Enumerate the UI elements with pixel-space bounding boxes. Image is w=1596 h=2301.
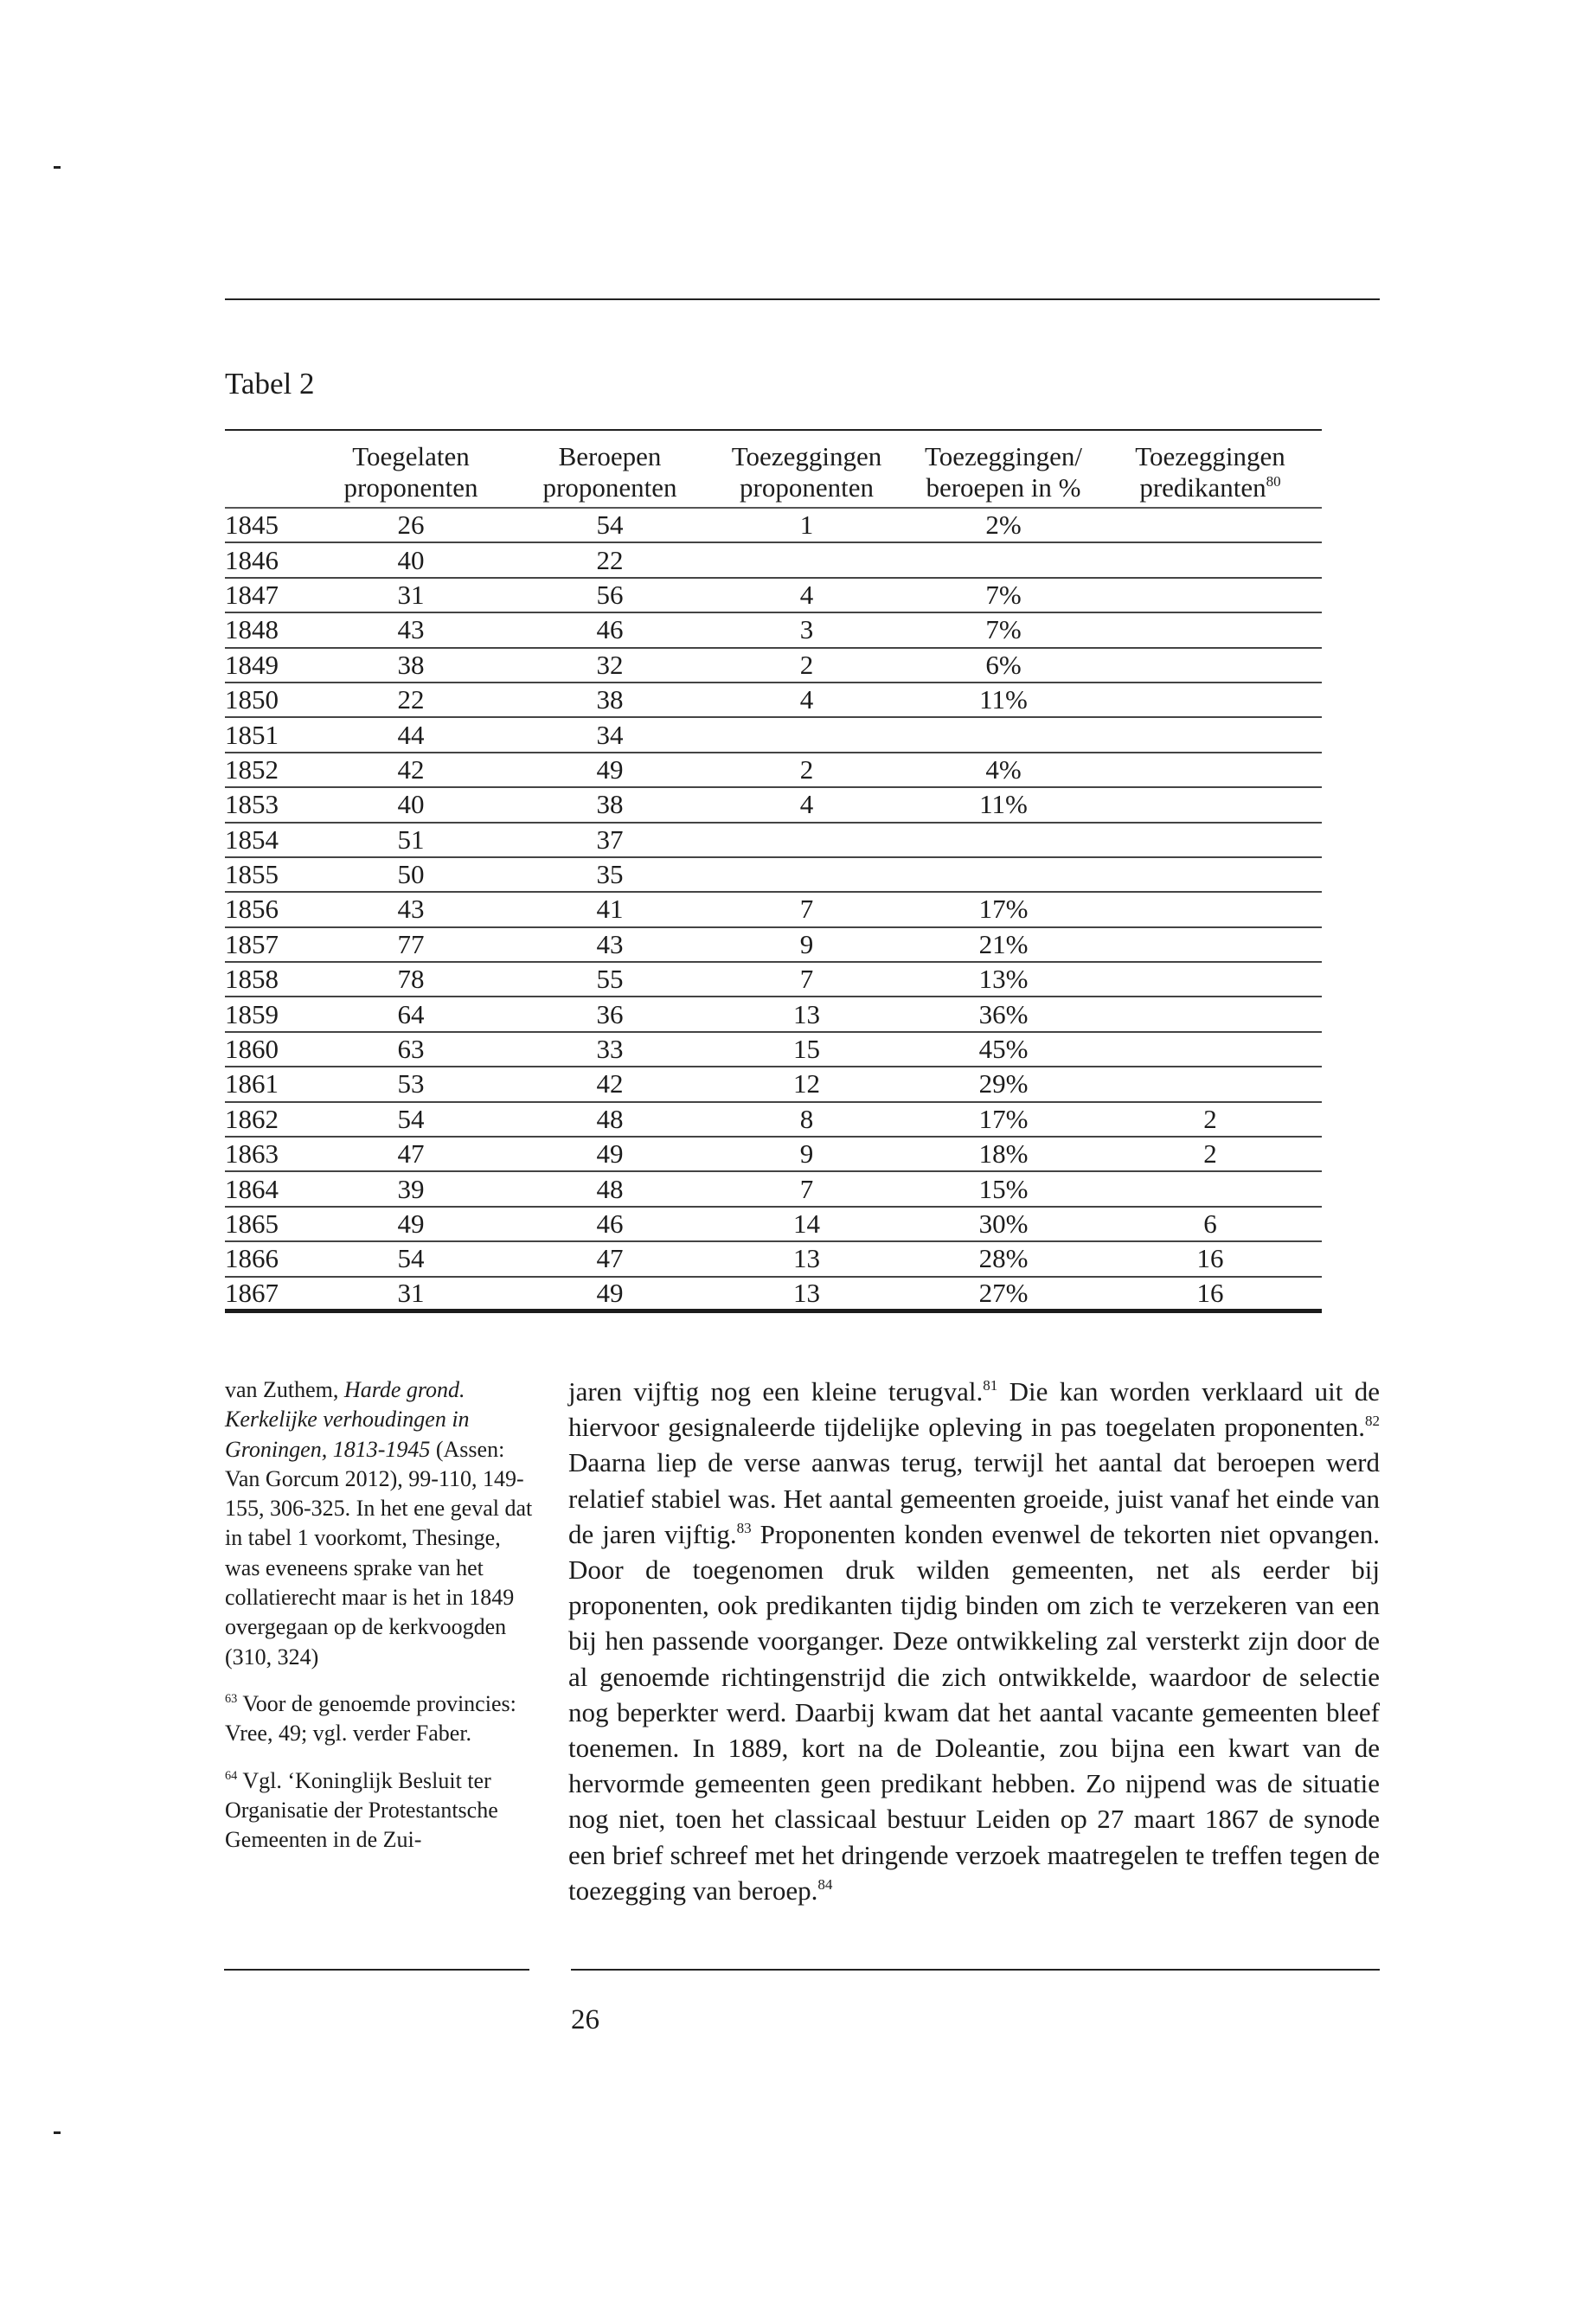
page-number: 26: [571, 2004, 599, 2035]
toezeggingen-cell: 9: [705, 1137, 908, 1171]
beroepen-cell: 36: [515, 997, 705, 1031]
toegelaten-cell: 39: [307, 1171, 515, 1206]
header-line: predikanten: [1139, 472, 1266, 503]
toegelaten-cell: 43: [307, 612, 515, 647]
beroepen-cell: 49: [515, 1277, 705, 1311]
footnote-ref-80[interactable]: 80: [1266, 473, 1281, 490]
toegelaten-cell: 77: [307, 927, 515, 962]
predikanten-cell: [1099, 1032, 1322, 1067]
toezeggingen-cell: [705, 857, 908, 892]
percentage-cell: 11%: [908, 683, 1099, 717]
toezeggingen-cell: 7: [705, 1171, 908, 1206]
year-cell: 1860: [225, 1032, 307, 1067]
header-line: proponenten: [740, 472, 874, 503]
table-row: [225, 927, 1322, 962]
beroepen-cell: 46: [515, 1207, 705, 1241]
percentage-cell: 7%: [908, 578, 1099, 612]
footnote-text: Vgl. ‘Koninglijk Besluit ter Organisatie der Protestantsche Gemeenten in de Zui-: [225, 1767, 498, 1853]
toezeggingen-cell: 13: [705, 997, 908, 1031]
year-cell: 1867: [225, 1277, 307, 1311]
toezeggingen-cell: 7: [705, 962, 908, 997]
percentage-cell: [908, 717, 1099, 752]
table-row: [225, 857, 1322, 892]
header-rule: [225, 298, 1380, 300]
footnote-continued: [225, 1375, 536, 1672]
crop-mark-top-left: [54, 166, 61, 169]
beroepen-cell: 54: [515, 508, 705, 542]
percentage-cell: 2%: [908, 508, 1099, 542]
footnote-text: van Zuthem,: [225, 1377, 344, 1402]
toezeggingen-cell: 4: [705, 787, 908, 822]
year-cell: 1863: [225, 1137, 307, 1171]
percentage-cell: 27%: [908, 1277, 1099, 1311]
toezeggingen-cell: 4: [705, 683, 908, 717]
predikanten-cell: 16: [1099, 1241, 1322, 1276]
header-line: beroepen in %: [926, 472, 1081, 503]
beroepen-cell: 47: [515, 1241, 705, 1276]
toegelaten-cell: 38: [307, 648, 515, 683]
percentage-cell: 17%: [908, 1102, 1099, 1137]
header-year: [225, 430, 307, 508]
table-row: [225, 612, 1322, 647]
year-cell: 1848: [225, 612, 307, 647]
toegelaten-cell: 40: [307, 787, 515, 822]
year-cell: 1857: [225, 927, 307, 962]
table-header-row: [225, 430, 1322, 508]
beroepen-cell: 32: [515, 648, 705, 683]
year-cell: 1849: [225, 648, 307, 683]
year-cell: 1854: [225, 823, 307, 857]
year-cell: 1856: [225, 892, 307, 926]
year-cell: 1866: [225, 1241, 307, 1276]
predikanten-cell: [1099, 927, 1322, 962]
body-text-segment: Die kan worden verklaard uit de hiervoor gesignaleerde tijdelijke opleving in pas toegelaten proponenten.: [568, 1376, 1381, 1443]
beroepen-cell: 37: [515, 823, 705, 857]
toezeggingen-cell: 2: [705, 753, 908, 787]
percentage-cell: 45%: [908, 1032, 1099, 1067]
toegelaten-cell: 78: [307, 962, 515, 997]
year-cell: 1862: [225, 1102, 307, 1137]
predikanten-cell: 2: [1099, 1102, 1322, 1137]
table-row: [225, 1171, 1322, 1206]
toezeggingen-cell: 9: [705, 927, 908, 962]
table-row: [225, 578, 1322, 612]
beroepen-cell: 33: [515, 1032, 705, 1067]
toegelaten-cell: 53: [307, 1067, 515, 1101]
beroepen-cell: 49: [515, 753, 705, 787]
toegelaten-cell: 22: [307, 683, 515, 717]
header-beroepen: [515, 430, 705, 508]
percentage-cell: 29%: [908, 1067, 1099, 1101]
predikanten-cell: 2: [1099, 1137, 1322, 1171]
footnote-ref-81[interactable]: 81: [983, 1377, 998, 1394]
beroepen-cell: 43: [515, 927, 705, 962]
predikanten-cell: [1099, 823, 1322, 857]
toegelaten-cell: 47: [307, 1137, 515, 1171]
beroepen-cell: 34: [515, 717, 705, 752]
toegelaten-cell: 63: [307, 1032, 515, 1067]
predikanten-cell: [1099, 648, 1322, 683]
toegelaten-cell: 50: [307, 857, 515, 892]
beroepen-cell: 55: [515, 962, 705, 997]
body-text-segment: Proponenten konden evenwel de tekorten niet opvangen. Door de toegenomen druk wilden gemeenten, net als eerder bij proponenten, ook predikanten tijdig binden om zich te verzekeren van een bij hen passende voorganger. Deze ontwikkeling zal versterkt zijn door de al genoemde richtingenstrijd die zich ontwikkelde, waardoor de selectie nog beperkter werd. Daarbij kwam dat het aantal vacante gemeenten bleef toenemen. In 1889, kort na de Doleantie, zou bijna een kwart van de hervormde gemeenten geen predikant hebben. Zo nijpend was de situatie nog niet, toen het classicaal bestuur Leiden op 27 maart 1867 de synode een brief schreef met het dringende verzoek maatregelen te treffen tegen de toezegging van beroep.: [568, 1518, 1380, 1906]
predikanten-cell: [1099, 542, 1322, 577]
percentage-cell: [908, 542, 1099, 577]
toegelaten-cell: 44: [307, 717, 515, 752]
body-text-segment: jaren vijftig nog een kleine terugval.: [568, 1376, 984, 1407]
predikanten-cell: [1099, 997, 1322, 1031]
data-table: [225, 429, 1322, 1313]
predikanten-cell: [1099, 962, 1322, 997]
table-row: [225, 787, 1322, 822]
toezeggingen-cell: 13: [705, 1277, 908, 1311]
toegelaten-cell: 54: [307, 1241, 515, 1276]
beroepen-cell: 38: [515, 787, 705, 822]
header-line: proponenten: [343, 472, 478, 503]
footnote-64: [225, 1766, 536, 1856]
body-rule: [571, 1969, 1380, 1971]
footnote-text: (Assen: Van Gorcum 2012), 99-110, 149-155, 306-325. In het ene geval dat in tabel 1 voorkomt, Thesinge, was eveneens sprake van het collatierecht maar is het in 1849 overgegaan op de kerkvoogden (310, 324): [225, 1436, 533, 1670]
table-row: [225, 892, 1322, 926]
toezeggingen-cell: 14: [705, 1207, 908, 1241]
table-row: [225, 717, 1322, 752]
predikanten-cell: [1099, 683, 1322, 717]
toezeggingen-cell: 1: [705, 508, 908, 542]
header-line: proponenten: [542, 472, 677, 503]
percentage-cell: [908, 823, 1099, 857]
beroepen-cell: 49: [515, 1137, 705, 1171]
footnote-number: 63: [225, 1691, 238, 1706]
toezeggingen-cell: 7: [705, 892, 908, 926]
predikanten-cell: 6: [1099, 1207, 1322, 1241]
toezeggingen-cell: 8: [705, 1102, 908, 1137]
year-cell: 1858: [225, 962, 307, 997]
toezeggingen-cell: 12: [705, 1067, 908, 1101]
percentage-cell: 30%: [908, 1207, 1099, 1241]
body-text: [568, 1374, 1380, 1908]
table-row: [225, 962, 1322, 997]
body-paragraph: [568, 1374, 1380, 1908]
year-cell: 1864: [225, 1171, 307, 1206]
predikanten-cell: [1099, 578, 1322, 612]
header-toezeggingen-proponenten: [705, 430, 908, 508]
percentage-cell: 15%: [908, 1171, 1099, 1206]
footnotes-column: [225, 1375, 536, 1872]
year-cell: 1851: [225, 717, 307, 752]
beroepen-cell: 56: [515, 578, 705, 612]
beroepen-cell: 48: [515, 1171, 705, 1206]
predikanten-cell: [1099, 717, 1322, 752]
table-row: [225, 823, 1322, 857]
table-row: [225, 683, 1322, 717]
beroepen-cell: 48: [515, 1102, 705, 1137]
toezeggingen-cell: 4: [705, 578, 908, 612]
table-row: [225, 1102, 1322, 1137]
toegelaten-cell: 26: [307, 508, 515, 542]
crop-mark-bottom-left: [54, 2131, 61, 2134]
percentage-cell: 6%: [908, 648, 1099, 683]
year-cell: 1846: [225, 542, 307, 577]
footnote-ref-84[interactable]: 84: [817, 1875, 833, 1893]
predikanten-cell: [1099, 508, 1322, 542]
year-cell: 1850: [225, 683, 307, 717]
table-row: [225, 1241, 1322, 1276]
table-row: [225, 1277, 1322, 1311]
toegelaten-cell: 31: [307, 1277, 515, 1311]
predikanten-cell: [1099, 612, 1322, 647]
toegelaten-cell: 49: [307, 1207, 515, 1241]
header-toezeggingen-predikanten: [1099, 430, 1322, 508]
percentage-cell: 18%: [908, 1137, 1099, 1171]
toegelaten-cell: 64: [307, 997, 515, 1031]
beroepen-cell: 42: [515, 1067, 705, 1101]
footnote-book-title: Harde grond. Kerkelijke verhoudingen in Groningen, 1813-1945: [225, 1377, 470, 1462]
toezeggingen-cell: 15: [705, 1032, 908, 1067]
table-row: [225, 753, 1322, 787]
table-row: [225, 1032, 1322, 1067]
toegelaten-cell: 54: [307, 1102, 515, 1137]
year-cell: 1847: [225, 578, 307, 612]
year-cell: 1845: [225, 508, 307, 542]
footnote-63: [225, 1689, 536, 1749]
footnote-ref-82[interactable]: 82: [1364, 1413, 1380, 1430]
percentage-cell: 28%: [908, 1241, 1099, 1276]
table-row: [225, 508, 1322, 542]
table-row: [225, 997, 1322, 1031]
year-cell: 1852: [225, 753, 307, 787]
percentage-cell: 36%: [908, 997, 1099, 1031]
toezeggingen-cell: [705, 717, 908, 752]
footnote-text: Voor de genoemde provincies: Vree, 49; vgl. verder Faber.: [225, 1690, 516, 1747]
predikanten-cell: [1099, 753, 1322, 787]
predikanten-cell: [1099, 787, 1322, 822]
footnote-rule: [224, 1969, 529, 1971]
footnote-number: 64: [225, 1768, 238, 1783]
toezeggingen-cell: [705, 542, 908, 577]
year-cell: 1859: [225, 997, 307, 1031]
predikanten-cell: 16: [1099, 1277, 1322, 1311]
header-line: Toezeggingen/: [924, 441, 1083, 471]
percentage-cell: 13%: [908, 962, 1099, 997]
table-row: [225, 1207, 1322, 1241]
percentage-cell: 4%: [908, 753, 1099, 787]
footnote-ref-83[interactable]: 83: [736, 1519, 752, 1536]
table-row: [225, 1137, 1322, 1171]
year-cell: 1855: [225, 857, 307, 892]
toezeggingen-cell: [705, 823, 908, 857]
header-percentage: [908, 430, 1099, 508]
toegelaten-cell: 40: [307, 542, 515, 577]
beroepen-cell: 38: [515, 683, 705, 717]
table-body: [225, 508, 1322, 1311]
percentage-cell: 11%: [908, 787, 1099, 822]
header-toegelaten: [307, 430, 515, 508]
table-row: [225, 648, 1322, 683]
year-cell: 1853: [225, 787, 307, 822]
header-line: Toezeggingen: [731, 441, 882, 471]
toegelaten-cell: 43: [307, 892, 515, 926]
table-row: [225, 1067, 1322, 1101]
predikanten-cell: [1099, 1171, 1322, 1206]
header-line: Toezeggingen: [1135, 441, 1285, 471]
percentage-cell: 21%: [908, 927, 1099, 962]
predikanten-cell: [1099, 1067, 1322, 1101]
year-cell: 1861: [225, 1067, 307, 1101]
percentage-cell: 7%: [908, 612, 1099, 647]
predikanten-cell: [1099, 892, 1322, 926]
beroepen-cell: 35: [515, 857, 705, 892]
beroepen-cell: 22: [515, 542, 705, 577]
table-title: Tabel 2: [225, 367, 315, 401]
table-row: [225, 542, 1322, 577]
header-line: Toegelaten: [352, 441, 470, 471]
beroepen-cell: 41: [515, 892, 705, 926]
toezeggingen-cell: 3: [705, 612, 908, 647]
predikanten-cell: [1099, 857, 1322, 892]
toezeggingen-cell: 2: [705, 648, 908, 683]
header-line: Beroepen: [558, 441, 662, 471]
percentage-cell: 17%: [908, 892, 1099, 926]
percentage-cell: [908, 857, 1099, 892]
beroepen-cell: 46: [515, 612, 705, 647]
toegelaten-cell: 31: [307, 578, 515, 612]
body-text-segment: Daarna liep de verse aanwas terug, terwijl het aantal dat beroepen werd relatief stabiel was. Het aantal gemeenten groeide, juist vanaf het einde van de jaren vijftig.: [568, 1447, 1380, 1549]
year-cell: 1865: [225, 1207, 307, 1241]
toegelaten-cell: 51: [307, 823, 515, 857]
toegelaten-cell: 42: [307, 753, 515, 787]
toezeggingen-cell: 13: [705, 1241, 908, 1276]
